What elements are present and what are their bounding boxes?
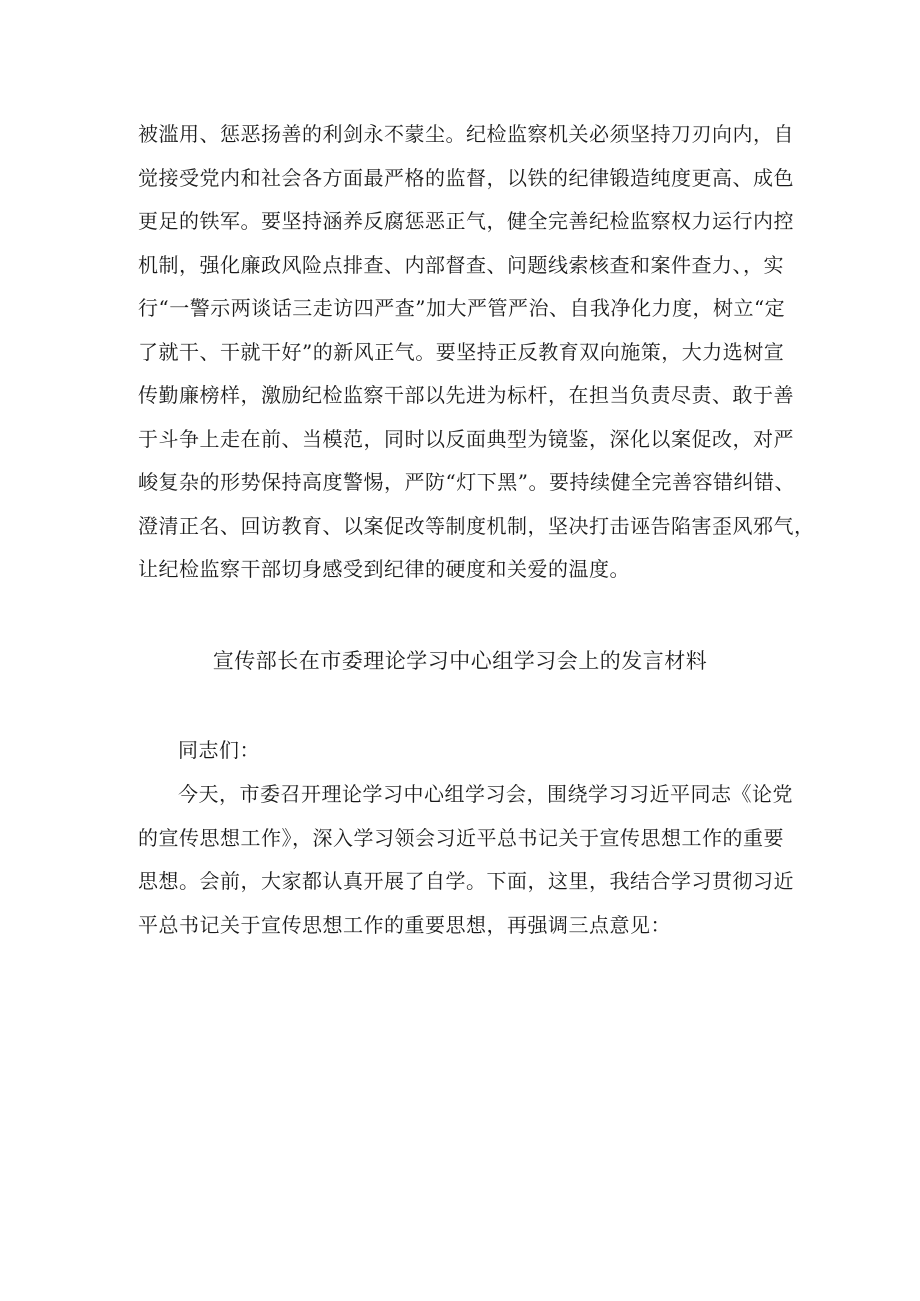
paragraph-line: 行“一警示两谈话三走访四严查”加大严管严治、自我净化力度，树立“定 [138, 296, 786, 320]
paragraph-line: 思想。会前，大家都认真开展了自学。下面，这里，我结合学习贯彻习近 [138, 869, 794, 893]
paragraph-line: 传勤廉榜样，激励纪检监察干部以先进为标杆，在担当负责尽责、敢于善 [138, 383, 794, 407]
document-title: 宣传部长在市委理论学习中心组学习会上的发言材料 [212, 649, 708, 673]
paragraph-line: 了就干、干就干好”的新风正气。要坚持正反教育双向施策，大力选树宣 [138, 340, 785, 364]
paragraph-line: 于斗争上走在前、当模范，同时以反面典型为镜鉴，深化以案促改，对严 [138, 427, 794, 451]
paragraph-line: 被滥用、惩恶扬善的利剑永不蒙尘。纪检监察机关必须坚持刀刃向内，自 [138, 122, 794, 146]
paragraph-line: 峻复杂的形势保持高度警惕，严防“灯下黑”。要持续健全完善容错纠错、 [138, 470, 795, 494]
paragraph-line: 机制，强化廉政风险点排查、内部督查、问题线索核查和案件查力、，实 [138, 253, 784, 277]
salutation: 同志们： [178, 738, 260, 762]
paragraph-line: 平总书记关于宣传思想工作的重要思想，再强调三点意见： [138, 913, 671, 937]
paragraph-line: 让纪检监察干部切身感受到纪律的硬度和关爱的温度。 [138, 557, 630, 581]
paragraph-line: 的宣传思想工作》，深入学习领会习近平总书记关于宣传思想工作的重要 [138, 826, 784, 850]
paragraph-line: 觉接受党内和社会各方面最严格的监督，以铁的纪律锻造纯度更高、成色 [138, 166, 794, 190]
paragraph-line: 更足的铁军。要坚持涵养反腐惩恶正气，健全完善纪检监察权力运行内控 [138, 209, 794, 233]
paragraph-line: 今天，市委召开理论学习中心组学习会，围绕学习习近平同志《论党 [178, 782, 793, 806]
paragraph-line: 澄清正名、回访教育、以案促改等制度机制，坚决打击诬告陷害歪风邪气， [138, 514, 815, 538]
